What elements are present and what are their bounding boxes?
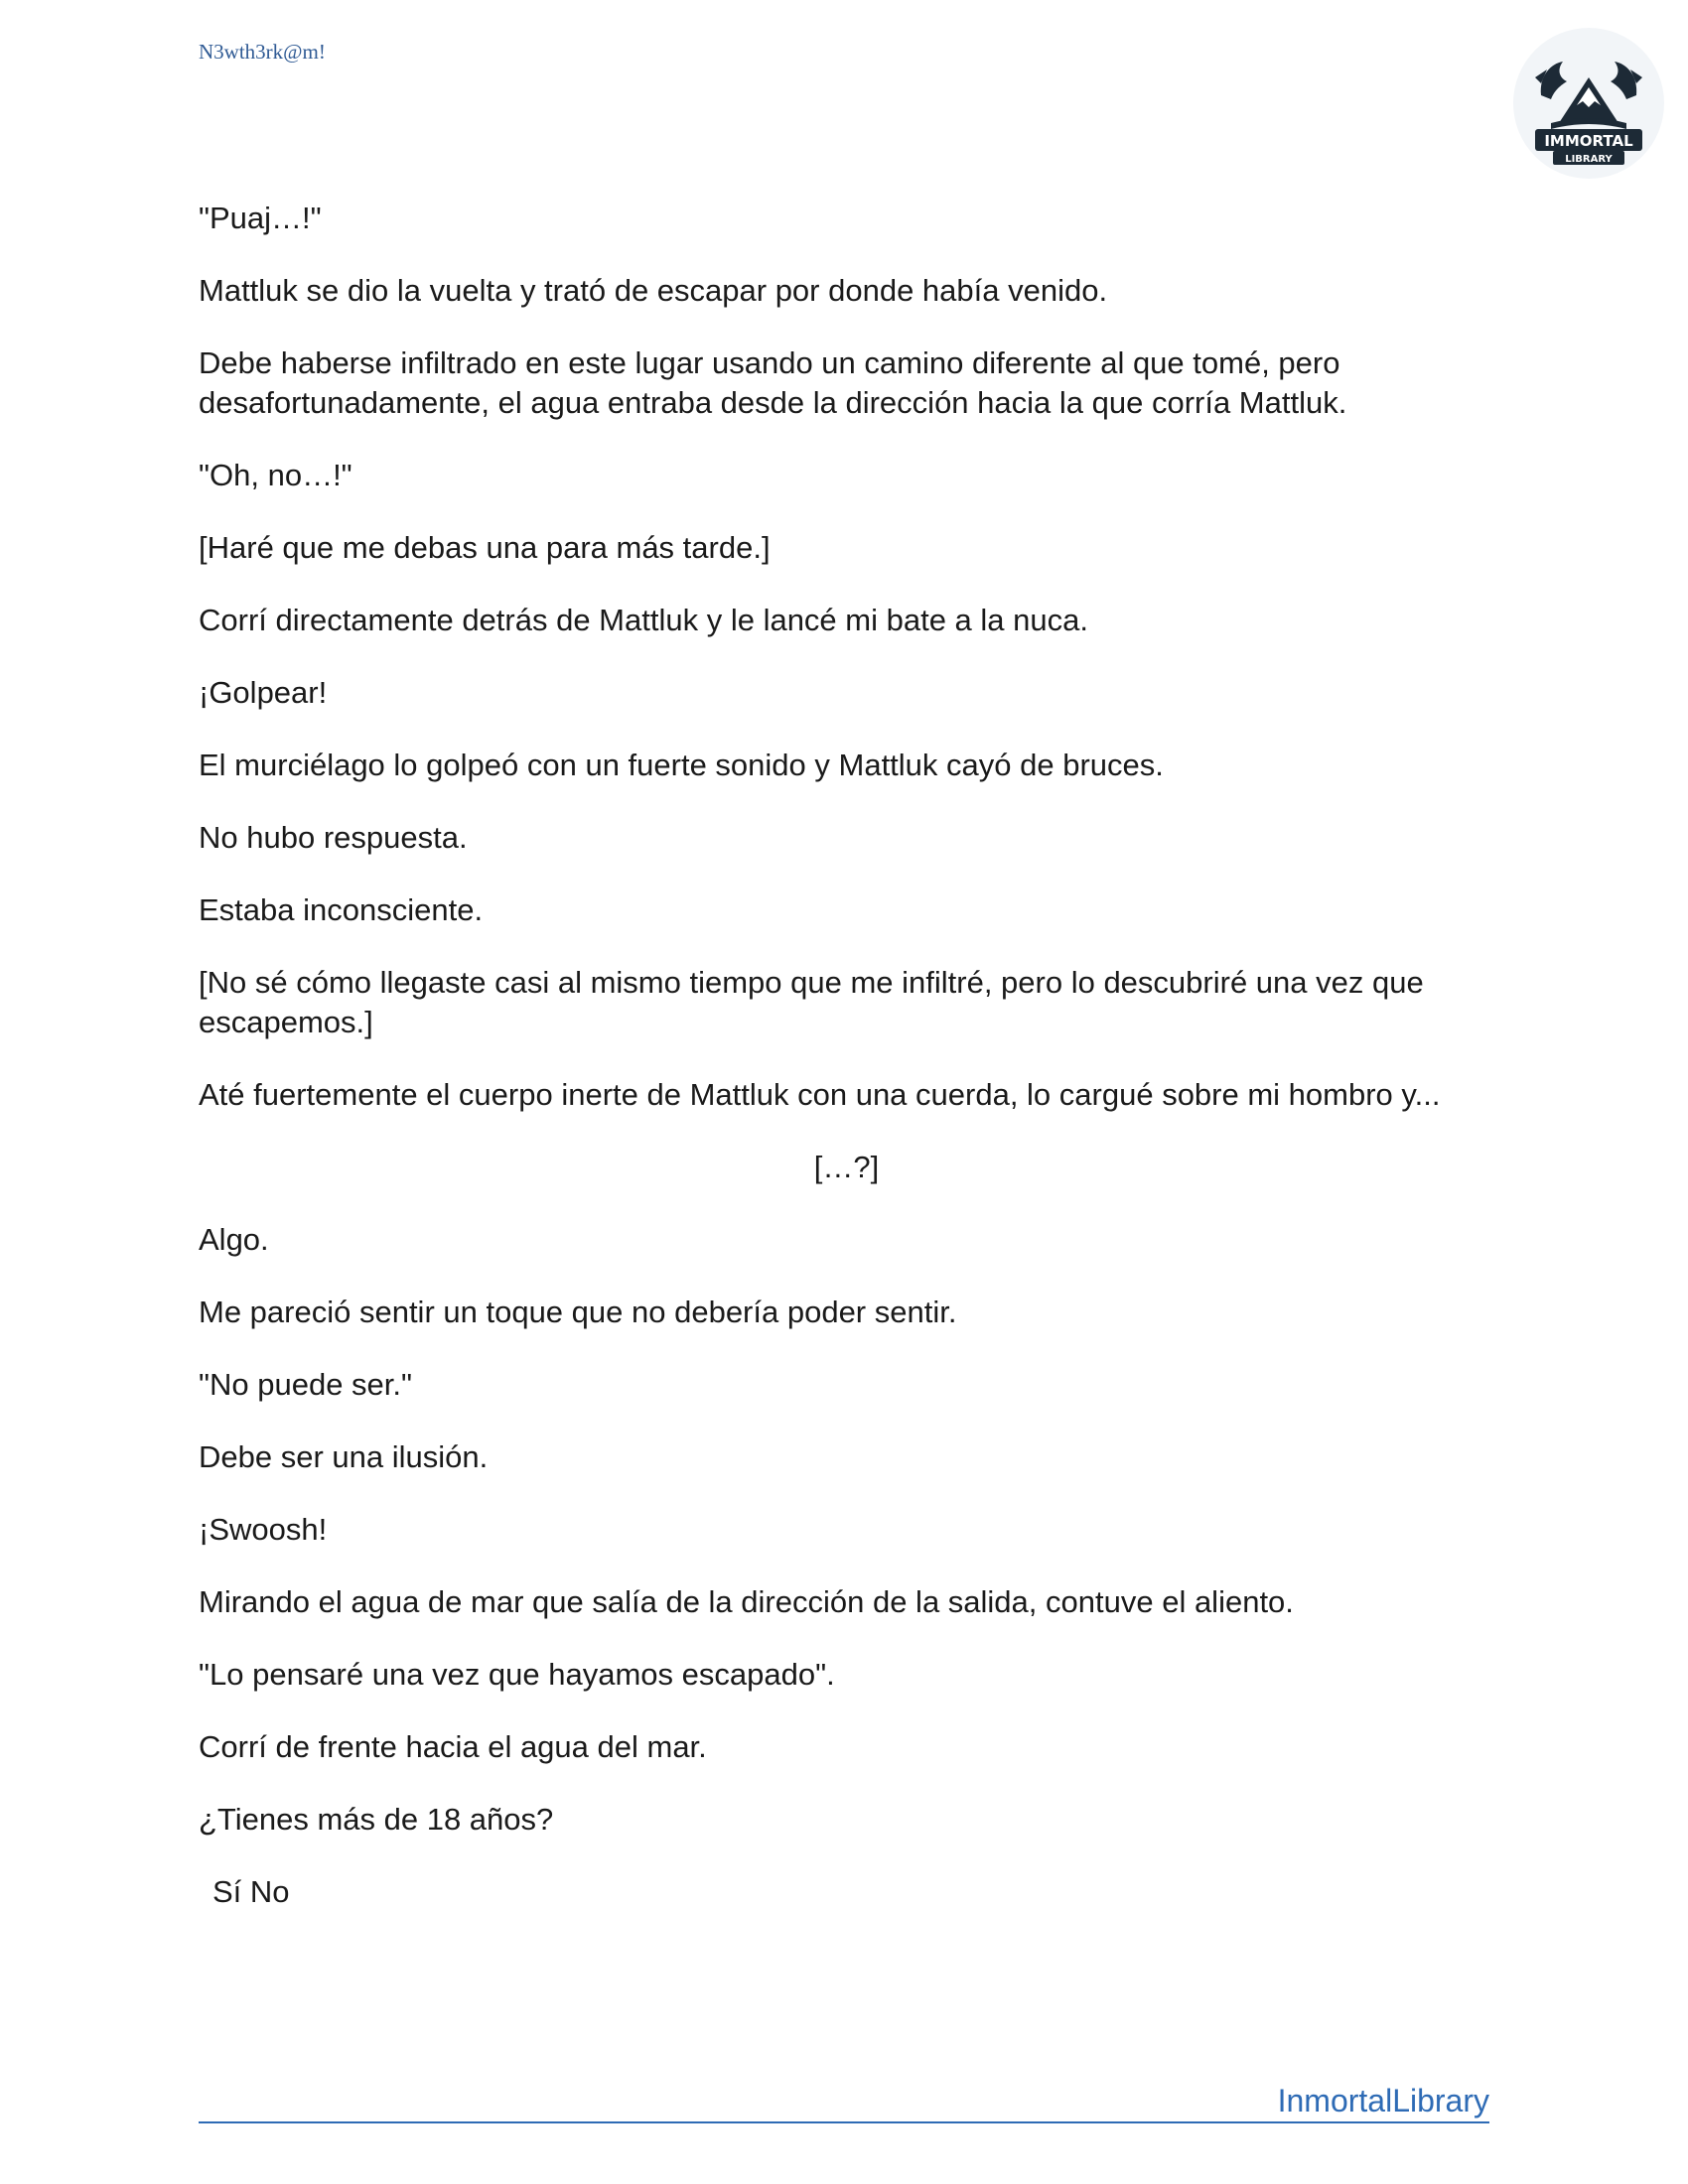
paragraph: Algo. <box>199 1222 269 1257</box>
logo-text-line2: LIBRARY <box>1565 154 1613 165</box>
paragraph: [No sé cómo llegaste casi al mismo tiempo que me infiltré, pero lo descubriré una vez que escapemos.] <box>199 965 1433 1039</box>
yes-button[interactable]: Sí <box>212 1874 242 1909</box>
paragraph: Até fuertemente el cuerpo inerte de Mattluk con una cuerda, lo cargué sobre mi hombro y... <box>199 1077 1441 1112</box>
paragraph: Mattluk se dio la vuelta y trató de escapar por donde había venido. <box>199 273 1108 308</box>
paragraph: Mirando el agua de mar que salía de la dirección de la salida, contuve el aliento. <box>199 1584 1294 1619</box>
logo-text-line1: IMMORTAL <box>1544 132 1633 150</box>
paragraph: "Lo pensaré una vez que hayamos escapado". <box>199 1657 835 1692</box>
centered-paragraph: […?] <box>813 1150 880 1184</box>
paragraph: El murciélago lo golpeó con un fuerte sonido y Mattluk cayó de bruces. <box>199 748 1164 782</box>
age-choices <box>199 1872 1494 1912</box>
paragraph: Debe haberse infiltrado en este lugar usando un camino diferente al que tomé, pero desafortunadamente, el agua entraba desde la dirección hacia la que corría Mattluk. <box>199 345 1349 420</box>
footer-divider <box>199 2121 1489 2123</box>
paragraph: ¡Swoosh! <box>199 1512 328 1547</box>
paragraph: Estaba inconsciente. <box>199 892 484 927</box>
paragraph: [Haré que me debas una para más tarde.] <box>199 530 771 565</box>
paragraph: "Puaj…!" <box>199 201 322 235</box>
paragraph: Debe ser una ilusión. <box>199 1439 489 1474</box>
paragraph: No hubo respuesta. <box>199 820 468 855</box>
paragraph: "Oh, no…!" <box>199 458 352 492</box>
paragraph: "No puede ser." <box>199 1367 413 1402</box>
chapter-body <box>199 199 1494 1912</box>
header-tag: N3wth3rk@m! <box>199 40 326 64</box>
immortal-library-logo <box>1511 26 1666 181</box>
paragraph: Me pareció sentir un toque que no debería poder sentir. <box>199 1295 957 1329</box>
age-question: ¿Tienes más de 18 años? <box>199 1802 554 1837</box>
paragraph: Corrí de frente hacia el agua del mar. <box>199 1729 707 1764</box>
no-button[interactable]: No <box>249 1874 290 1909</box>
paragraph: Corrí directamente detrás de Mattluk y le lancé mi bate a la nuca. <box>199 603 1088 637</box>
footer-site-link[interactable]: InmortalLibrary <box>1277 2083 1489 2118</box>
paragraph: ¡Golpear! <box>199 675 328 710</box>
logo-emblem-icon <box>1511 26 1666 181</box>
